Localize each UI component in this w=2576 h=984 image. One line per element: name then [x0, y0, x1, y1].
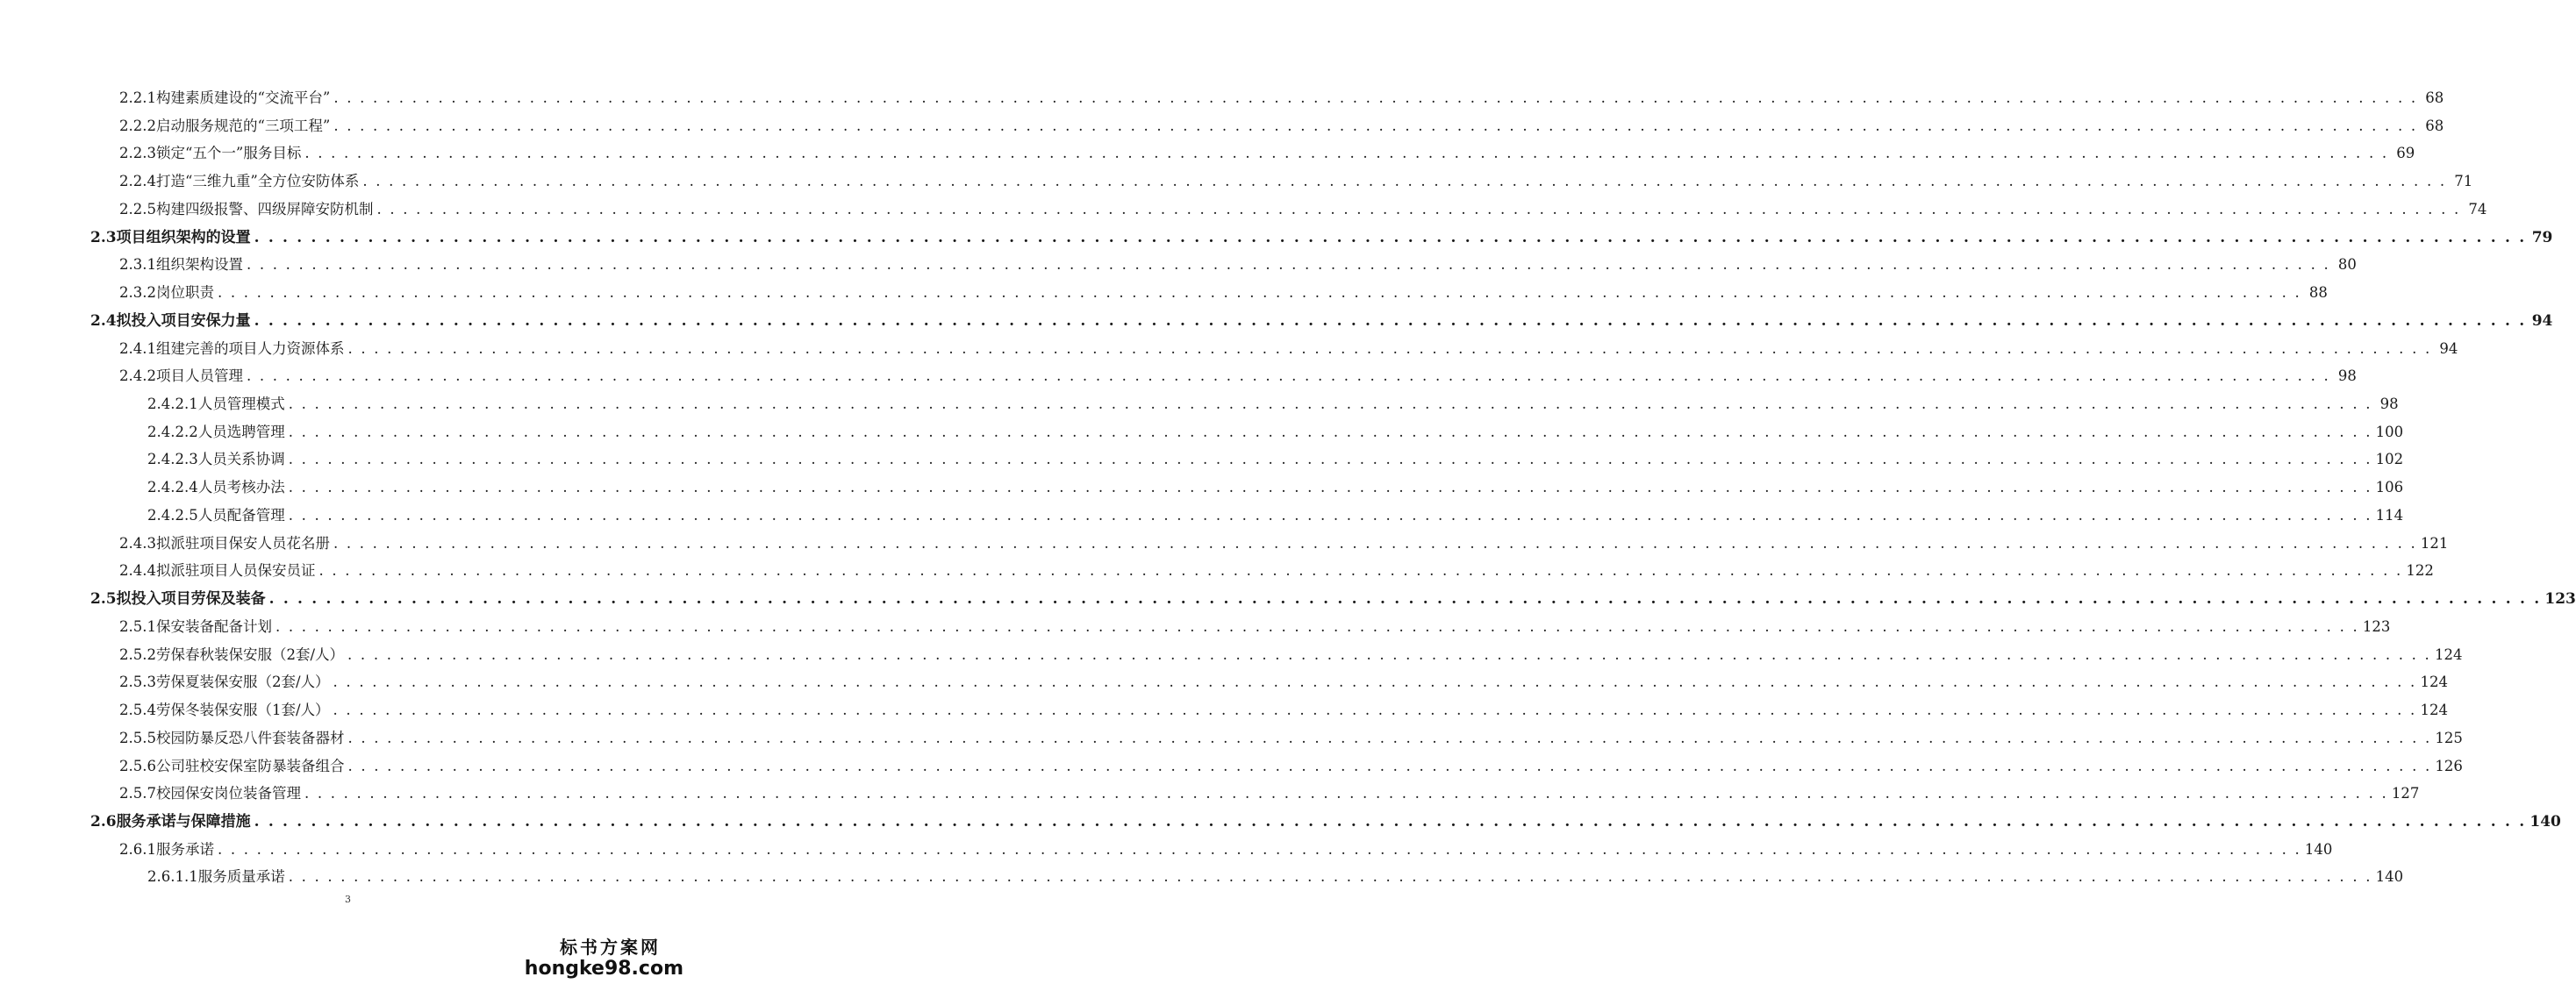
- toc-entry[interactable]: [147, 475, 2404, 500]
- toc-dot-leader: . . . . . . . . . . . . . . . . . . . . . . . . . . . . . . . . . . . . . . . . . . . . . . . . . . . . . . . . . . . . . . . . . . . . . . . . . . . . . . . . . . . . . . . . . . . . . . . . . . . . . . . . . . . . . . . . . . . . . . . . . . . . . . . . . . . . . . . . . . . . . . . . . . . . . . . . . . . . . . . .: [347, 339, 2432, 357]
- toc-entry-page: 94: [2439, 339, 2458, 357]
- toc-entry-page: 80: [2337, 256, 2357, 274]
- toc-entry-title: 2.4拟投入项目安保力量: [90, 311, 251, 330]
- toc-entry-page: 98: [2337, 367, 2357, 385]
- toc-dot-leader: . . . . . . . . . . . . . . . . . . . . . . . . . . . . . . . . . . . . . . . . . . . . . . . . . . . . . . . . . . . . . . . . . . . . . . . . . . . . . . . . . . . . . . . . . . . . . . . . . . . . . . . . . . . . . . . . . . . . . . . . . . . . . . . . . . . . . . . . . . . . . . . . . . . . . . . . . . . . . . . .: [304, 145, 2389, 162]
- toc-entry-title: 2.5.4劳保冬装保安服（1套/人）: [119, 702, 330, 719]
- toc-entry[interactable]: [90, 309, 2553, 333]
- toc-entry-title: 2.2.2启动服务规范的“三项工程”: [119, 117, 331, 134]
- toc-entry[interactable]: [119, 726, 2463, 751]
- toc-entry-page: 114: [2375, 506, 2404, 524]
- toc-dot-leader: . . . . . . . . . . . . . . . . . . . . . . . . . . . . . . . . . . . . . . . . . . . . . . . . . . . . . . . . . . . . . . . . . . . . . . . . . . . . . . . . . . . . . . . . . . . . . . . . . . . . . . . . . . . . . . . . . . . . . . . . . . . . . . . . . . . . . . . . . . . . . . . . . . . . . . . . . . . . . . . .: [333, 117, 2418, 134]
- toc-entry-page: 123: [2362, 617, 2391, 635]
- toc-dot-leader: . . . . . . . . . . . . . . . . . . . . . . . . . . . . . . . . . . . . . . . . . . . . . . . . . . . . . . . . . . . . . . . . . . . . . . . . . . . . . . . . . . . . . . . . . . . . . . . . . . . . . . . . . . . . . . . . . . . . . . . . . . . . . . . . . . . . . . . . . . . . . . . . . . . . . . . . . . . . . . . .: [288, 396, 2372, 413]
- toc-dot-leader: . . . . . . . . . . . . . . . . . . . . . . . . . . . . . . . . . . . . . . . . . . . . . . . . . . . . . . . . . . . . . . . . . . . . . . . . . . . . . . . . . . . . . . . . . . . . . . . . . . . . . . . . . . . . . . . . . . . . . . . . . . . . . . . . . . . . . . . . . . . . . . . . . . . . . . . . . . . . . . . .: [254, 228, 2527, 246]
- toc-entry-title: 2.5.3劳保夏装保安服（2套/人）: [119, 674, 330, 691]
- toc-entry[interactable]: [119, 337, 2458, 361]
- toc-entry-page: 68: [2425, 117, 2444, 134]
- toc-entry[interactable]: [119, 615, 2391, 639]
- toc-entry-title: 2.3.2岗位职责: [119, 284, 214, 302]
- toc-entry-page: 124: [2420, 674, 2448, 691]
- toc-dot-leader: . . . . . . . . . . . . . . . . . . . . . . . . . . . . . . . . . . . . . . . . . . . . . . . . . . . . . . . . . . . . . . . . . . . . . . . . . . . . . . . . . . . . . . . . . . . . . . . . . . . . . . . . . . . . . . . . . . . . . . . . . . . . . . . . . . . . . . . . . . . . . . . . . . . . . . . . . . . . . . . .: [362, 173, 2447, 190]
- toc-entry-page: 98: [2379, 396, 2399, 413]
- toc-entry-title: 2.4.3拟派驻项目保安人员花名册: [119, 534, 330, 552]
- toc-dot-leader: . . . . . . . . . . . . . . . . . . . . . . . . . . . . . . . . . . . . . . . . . . . . . . . . . . . . . . . . . . . . . . . . . . . . . . . . . . . . . . . . . . . . . . . . . . . . . . . . . . . . . . . . . . . . . . . . . . . . . . . . . . . . . . . . . . . . . . . . . . . . . . . . . . . . . . . . . . . . . . . .: [288, 451, 2372, 468]
- toc-dot-leader: . . . . . . . . . . . . . . . . . . . . . . . . . . . . . . . . . . . . . . . . . . . . . . . . . . . . . . . . . . . . . . . . . . . . . . . . . . . . . . . . . . . . . . . . . . . . . . . . . . . . . . . . . . . . . . . . . . . . . . . . . . . . . . . . . . . . . . . . . . . . . . . . . . . . . . . . . . . . . . . .: [254, 311, 2527, 330]
- toc-entry-page: 94: [2531, 311, 2553, 330]
- toc-entry[interactable]: [119, 838, 2333, 862]
- toc-dot-leader: . . . . . . . . . . . . . . . . . . . . . . . . . . . . . . . . . . . . . . . . . . . . . . . . . . . . . . . . . . . . . . . . . . . . . . . . . . . . . . . . . . . . . . . . . . . . . . . . . . . . . . . . . . . . . . . . . . . . . . . . . . . . . . . . . . . . . . . . . . . . . . . . . . . . . . . . . . . . . . . .: [217, 840, 2301, 858]
- toc-entry[interactable]: [147, 392, 2399, 417]
- toc-entry-page: 140: [2529, 812, 2561, 831]
- toc-entry-title: 2.3.1组织架构设置: [119, 256, 243, 274]
- toc-entry[interactable]: [119, 141, 2415, 166]
- toc-entry[interactable]: [147, 420, 2404, 445]
- toc-entry[interactable]: [119, 364, 2357, 389]
- toc-entry-title: 2.4.2.2人员选聘管理: [147, 423, 285, 440]
- toc-entry-title: 2.3项目组织架构的设置: [90, 228, 251, 246]
- toc-entry[interactable]: [90, 809, 2561, 834]
- watermark-logo: [525, 937, 683, 980]
- toc-entry-title: 2.4.2.5人员配备管理: [147, 506, 285, 524]
- toc-entry-page: 124: [2434, 645, 2463, 663]
- toc-dot-leader: . . . . . . . . . . . . . . . . . . . . . . . . . . . . . . . . . . . . . . . . . . . . . . . . . . . . . . . . . . . . . . . . . . . . . . . . . . . . . . . . . . . . . . . . . . . . . . . . . . . . . . . . . . . . . . . . . . . . . . . . . . . . . . . . . . . . . . . . . . . . . . . . . . . . . . . . . . . . . . . .: [288, 868, 2372, 886]
- toc-entry[interactable]: [147, 865, 2404, 889]
- toc-entry-title: 2.5.7校园保安岗位装备管理: [119, 785, 301, 802]
- toc-entry-page: 126: [2435, 757, 2463, 774]
- toc-dot-leader: . . . . . . . . . . . . . . . . . . . . . . . . . . . . . . . . . . . . . . . . . . . . . . . . . . . . . . . . . . . . . . . . . . . . . . . . . . . . . . . . . . . . . . . . . . . . . . . . . . . . . . . . . . . . . . . . . . . . . . . . . . . . . . . . . . . . . . . . . . . . . . . . . . . . . . . . . . . . . . . .: [288, 479, 2372, 496]
- toc-entry-page: 140: [2304, 840, 2333, 858]
- toc-entry[interactable]: [119, 754, 2463, 779]
- toc-entry-title: 2.5拟投入项目劳保及装备: [90, 590, 266, 609]
- toc-entry-title: 2.2.1构建素质建设的“交流平台”: [119, 89, 331, 106]
- toc-entry-page: 71: [2454, 173, 2473, 190]
- toc-entry-page: 121: [2420, 534, 2449, 552]
- toc-entry[interactable]: [147, 447, 2404, 472]
- toc-entry-page: 123: [2544, 590, 2576, 609]
- toc-entry[interactable]: [119, 698, 2448, 723]
- watermark-url: hongke98.com: [524, 958, 683, 980]
- toc-entry[interactable]: [90, 587, 2576, 611]
- toc-entry[interactable]: [119, 559, 2434, 583]
- watermark-name: 标书方案网: [560, 937, 661, 958]
- toc-entry-title: 2.5.6公司驻校安保室防暴装备组合: [119, 757, 345, 774]
- toc-entry-page: 106: [2375, 479, 2404, 496]
- toc-entry[interactable]: [119, 281, 2328, 305]
- toc-entry-page: 102: [2375, 451, 2404, 468]
- toc-entry-title: 2.5.5校园防暴反恐八件套装备器材: [119, 729, 345, 746]
- toc-entry-page: 74: [2468, 200, 2487, 217]
- toc-entry[interactable]: [119, 114, 2444, 139]
- toc-dot-leader: . . . . . . . . . . . . . . . . . . . . . . . . . . . . . . . . . . . . . . . . . . . . . . . . . . . . . . . . . . . . . . . . . . . . . . . . . . . . . . . . . . . . . . . . . . . . . . . . . . . . . . . . . . . . . . . . . . . . . . . . . . . . . . . . . . . . . . . . . . . . . . . . . . . . . . . . . . . . . . . .: [304, 785, 2388, 802]
- toc-entry-page: 127: [2391, 785, 2420, 802]
- toc-entry-page: 68: [2425, 89, 2444, 106]
- toc-dot-leader: . . . . . . . . . . . . . . . . . . . . . . . . . . . . . . . . . . . . . . . . . . . . . . . . . . . . . . . . . . . . . . . . . . . . . . . . . . . . . . . . . . . . . . . . . . . . . . . . . . . . . . . . . . . . . . . . . . . . . . . . . . . . . . . . . . . . . . . . . . . . . . . . . . . . . . . . . . . . . . . .: [347, 729, 2432, 746]
- toc-entry[interactable]: [119, 670, 2448, 695]
- toc-entry[interactable]: [119, 781, 2420, 806]
- toc-entry-page: 125: [2435, 729, 2463, 746]
- toc-entry-title: 2.5.2劳保春秋装保安服（2套/人）: [119, 645, 345, 663]
- toc-entry[interactable]: [147, 503, 2404, 528]
- toc-dot-leader: . . . . . . . . . . . . . . . . . . . . . . . . . . . . . . . . . . . . . . . . . . . . . . . . . . . . . . . . . . . . . . . . . . . . . . . . . . . . . . . . . . . . . . . . . . . . . . . . . . . . . . . . . . . . . . . . . . . . . . . . . . . . . . . . . . . . . . . . . . . . . . . . . . . . . . . . . . . . . . . .: [333, 702, 2417, 719]
- toc-dot-leader: . . . . . . . . . . . . . . . . . . . . . . . . . . . . . . . . . . . . . . . . . . . . . . . . . . . . . . . . . . . . . . . . . . . . . . . . . . . . . . . . . . . . . . . . . . . . . . . . . . . . . . . . . . . . . . . . . . . . . . . . . . . . . . . . . . . . . . . . . . . . . . . . . . . . . . . . . . . . . . . .: [333, 534, 2417, 552]
- toc-dot-leader: . . . . . . . . . . . . . . . . . . . . . . . . . . . . . . . . . . . . . . . . . . . . . . . . . . . . . . . . . . . . . . . . . . . . . . . . . . . . . . . . . . . . . . . . . . . . . . . . . . . . . . . . . . . . . . . . . . . . . . . . . . . . . . . . . . . . . . . . . . . . . . . . . . . . . . . . . . . . . . . .: [318, 562, 2403, 580]
- toc-dot-leader: . . . . . . . . . . . . . . . . . . . . . . . . . . . . . . . . . . . . . . . . . . . . . . . . . . . . . . . . . . . . . . . . . . . . . . . . . . . . . . . . . . . . . . . . . . . . . . . . . . . . . . . . . . . . . . . . . . . . . . . . . . . . . . . . . . . . . . . . . . . . . . . . . . . . . . . . . . . . . . . .: [246, 367, 2330, 385]
- toc-entry-title: 2.4.2.1人员管理模式: [147, 396, 285, 413]
- toc-entry-title: 2.5.1保安装备配备计划: [119, 617, 272, 635]
- toc-entry-page: 140: [2375, 868, 2404, 886]
- toc-dot-leader: . . . . . . . . . . . . . . . . . . . . . . . . . . . . . . . . . . . . . . . . . . . . . . . . . . . . . . . . . . . . . . . . . . . . . . . . . . . . . . . . . . . . . . . . . . . . . . . . . . . . . . . . . . . . . . . . . . . . . . . . . . . . . . . . . . . . . . . . . . . . . . . . . . . . . . . . . . . . . . . .: [254, 812, 2527, 831]
- toc-dot-leader: . . . . . . . . . . . . . . . . . . . . . . . . . . . . . . . . . . . . . . . . . . . . . . . . . . . . . . . . . . . . . . . . . . . . . . . . . . . . . . . . . . . . . . . . . . . . . . . . . . . . . . . . . . . . . . . . . . . . . . . . . . . . . . . . . . . . . . . . . . . . . . . . . . . . . . . . . . . . . . . .: [217, 284, 2301, 302]
- toc-dot-leader: . . . . . . . . . . . . . . . . . . . . . . . . . . . . . . . . . . . . . . . . . . . . . . . . . . . . . . . . . . . . . . . . . . . . . . . . . . . . . . . . . . . . . . . . . . . . . . . . . . . . . . . . . . . . . . . . . . . . . . . . . . . . . . . . . . . . . . . . . . . . . . . . . . . . . . . . . . . . . . . .: [376, 200, 2461, 217]
- toc-entry-page: 100: [2375, 423, 2404, 440]
- toc-entry[interactable]: [119, 86, 2444, 111]
- toc-entry-title: 2.4.4拟派驻项目人员保安员证: [119, 562, 316, 580]
- toc-entry-page: 88: [2308, 284, 2328, 302]
- toc-entry-title: 2.4.1组建完善的项目人力资源体系: [119, 339, 345, 357]
- toc-dot-leader: . . . . . . . . . . . . . . . . . . . . . . . . . . . . . . . . . . . . . . . . . . . . . . . . . . . . . . . . . . . . . . . . . . . . . . . . . . . . . . . . . . . . . . . . . . . . . . . . . . . . . . . . . . . . . . . . . . . . . . . . . . . . . . . . . . . . . . . . . . . . . . . . . . . . . . . . . . . . . . . .: [288, 506, 2372, 524]
- toc-entry-page: 79: [2531, 228, 2553, 246]
- toc-dot-leader: . . . . . . . . . . . . . . . . . . . . . . . . . . . . . . . . . . . . . . . . . . . . . . . . . . . . . . . . . . . . . . . . . . . . . . . . . . . . . . . . . . . . . . . . . . . . . . . . . . . . . . . . . . . . . . . . . . . . . . . . . . . . . . . . . . . . . . . . . . . . . . . . . . . . . . . . . . . . . . . .: [288, 423, 2372, 440]
- toc-entry-page: 124: [2420, 702, 2448, 719]
- toc-entry-title: 2.2.3锁定“五个一”服务目标: [119, 145, 302, 162]
- toc-dot-leader: . . . . . . . . . . . . . . . . . . . . . . . . . . . . . . . . . . . . . . . . . . . . . . . . . . . . . . . . . . . . . . . . . . . . . . . . . . . . . . . . . . . . . . . . . . . . . . . . . . . . . . . . . . . . . . . . . . . . . . . . . . . . . . . . . . . . . . . . . . . . . . . . . . . . . . . . . . . . . . . .: [333, 674, 2417, 691]
- toc-entry[interactable]: [119, 531, 2449, 556]
- toc-entry-page: 69: [2396, 145, 2415, 162]
- toc-entry-title: 2.2.5构建四级报警、四级屏障安防机制: [119, 200, 374, 217]
- toc-entry[interactable]: [119, 643, 2463, 667]
- toc-entry-page: 122: [2406, 562, 2434, 580]
- toc-entry[interactable]: [119, 197, 2487, 222]
- toc-entry-title: 2.2.4打造“三维九重”全方位安防体系: [119, 173, 360, 190]
- toc-dot-leader: . . . . . . . . . . . . . . . . . . . . . . . . . . . . . . . . . . . . . . . . . . . . . . . . . . . . . . . . . . . . . . . . . . . . . . . . . . . . . . . . . . . . . . . . . . . . . . . . . . . . . . . . . . . . . . . . . . . . . . . . . . . . . . . . . . . . . . . . . . . . . . . . . . . . . . . . . . . . . . . .: [347, 757, 2432, 774]
- toc-entry[interactable]: [90, 225, 2553, 250]
- page-number: 3: [345, 894, 351, 905]
- toc-dot-leader: . . . . . . . . . . . . . . . . . . . . . . . . . . . . . . . . . . . . . . . . . . . . . . . . . . . . . . . . . . . . . . . . . . . . . . . . . . . . . . . . . . . . . . . . . . . . . . . . . . . . . . . . . . . . . . . . . . . . . . . . . . . . . . . . . . . . . . . . . . . . . . . . . . . . . . . . . . . . . . . .: [246, 256, 2330, 274]
- toc-entry-title: 2.4.2.4人员考核办法: [147, 479, 285, 496]
- toc-entry-title: 2.6.1.1服务质量承诺: [147, 868, 285, 886]
- toc-entry-title: 2.6服务承诺与保障措施: [90, 812, 251, 831]
- toc-entry-title: 2.4.2.3人员关系协调: [147, 451, 285, 468]
- toc-dot-leader: . . . . . . . . . . . . . . . . . . . . . . . . . . . . . . . . . . . . . . . . . . . . . . . . . . . . . . . . . . . . . . . . . . . . . . . . . . . . . . . . . . . . . . . . . . . . . . . . . . . . . . . . . . . . . . . . . . . . . . . . . . . . . . . . . . . . . . . . . . . . . . . . . . . . . . . . . . . . . . . .: [275, 617, 2359, 635]
- toc-entry[interactable]: [119, 169, 2473, 194]
- toc-dot-leader: . . . . . . . . . . . . . . . . . . . . . . . . . . . . . . . . . . . . . . . . . . . . . . . . . . . . . . . . . . . . . . . . . . . . . . . . . . . . . . . . . . . . . . . . . . . . . . . . . . . . . . . . . . . . . . . . . . . . . . . . . . . . . . . . . . . . . . . . . . . . . . . . . . . . . . . . . . . . . . . .: [333, 89, 2418, 106]
- toc-dot-leader: . . . . . . . . . . . . . . . . . . . . . . . . . . . . . . . . . . . . . . . . . . . . . . . . . . . . . . . . . . . . . . . . . . . . . . . . . . . . . . . . . . . . . . . . . . . . . . . . . . . . . . . . . . . . . . . . . . . . . . . . . . . . . . . . . . . . . . . . . . . . . . . . . . . . . . . . . . . . . . . .: [347, 645, 2431, 663]
- toc-entry-title: 2.4.2项目人员管理: [119, 367, 243, 385]
- toc-entry-title: 2.6.1服务承诺: [119, 840, 214, 858]
- toc-dot-leader: . . . . . . . . . . . . . . . . . . . . . . . . . . . . . . . . . . . . . . . . . . . . . . . . . . . . . . . . . . . . . . . . . . . . . . . . . . . . . . . . . . . . . . . . . . . . . . . . . . . . . . . . . . . . . . . . . . . . . . . . . . . . . . . . . . . . . . . . . . . . . . . . . . . . . . . . . . . . . . . .: [268, 590, 2542, 609]
- toc-entry[interactable]: [119, 253, 2357, 277]
